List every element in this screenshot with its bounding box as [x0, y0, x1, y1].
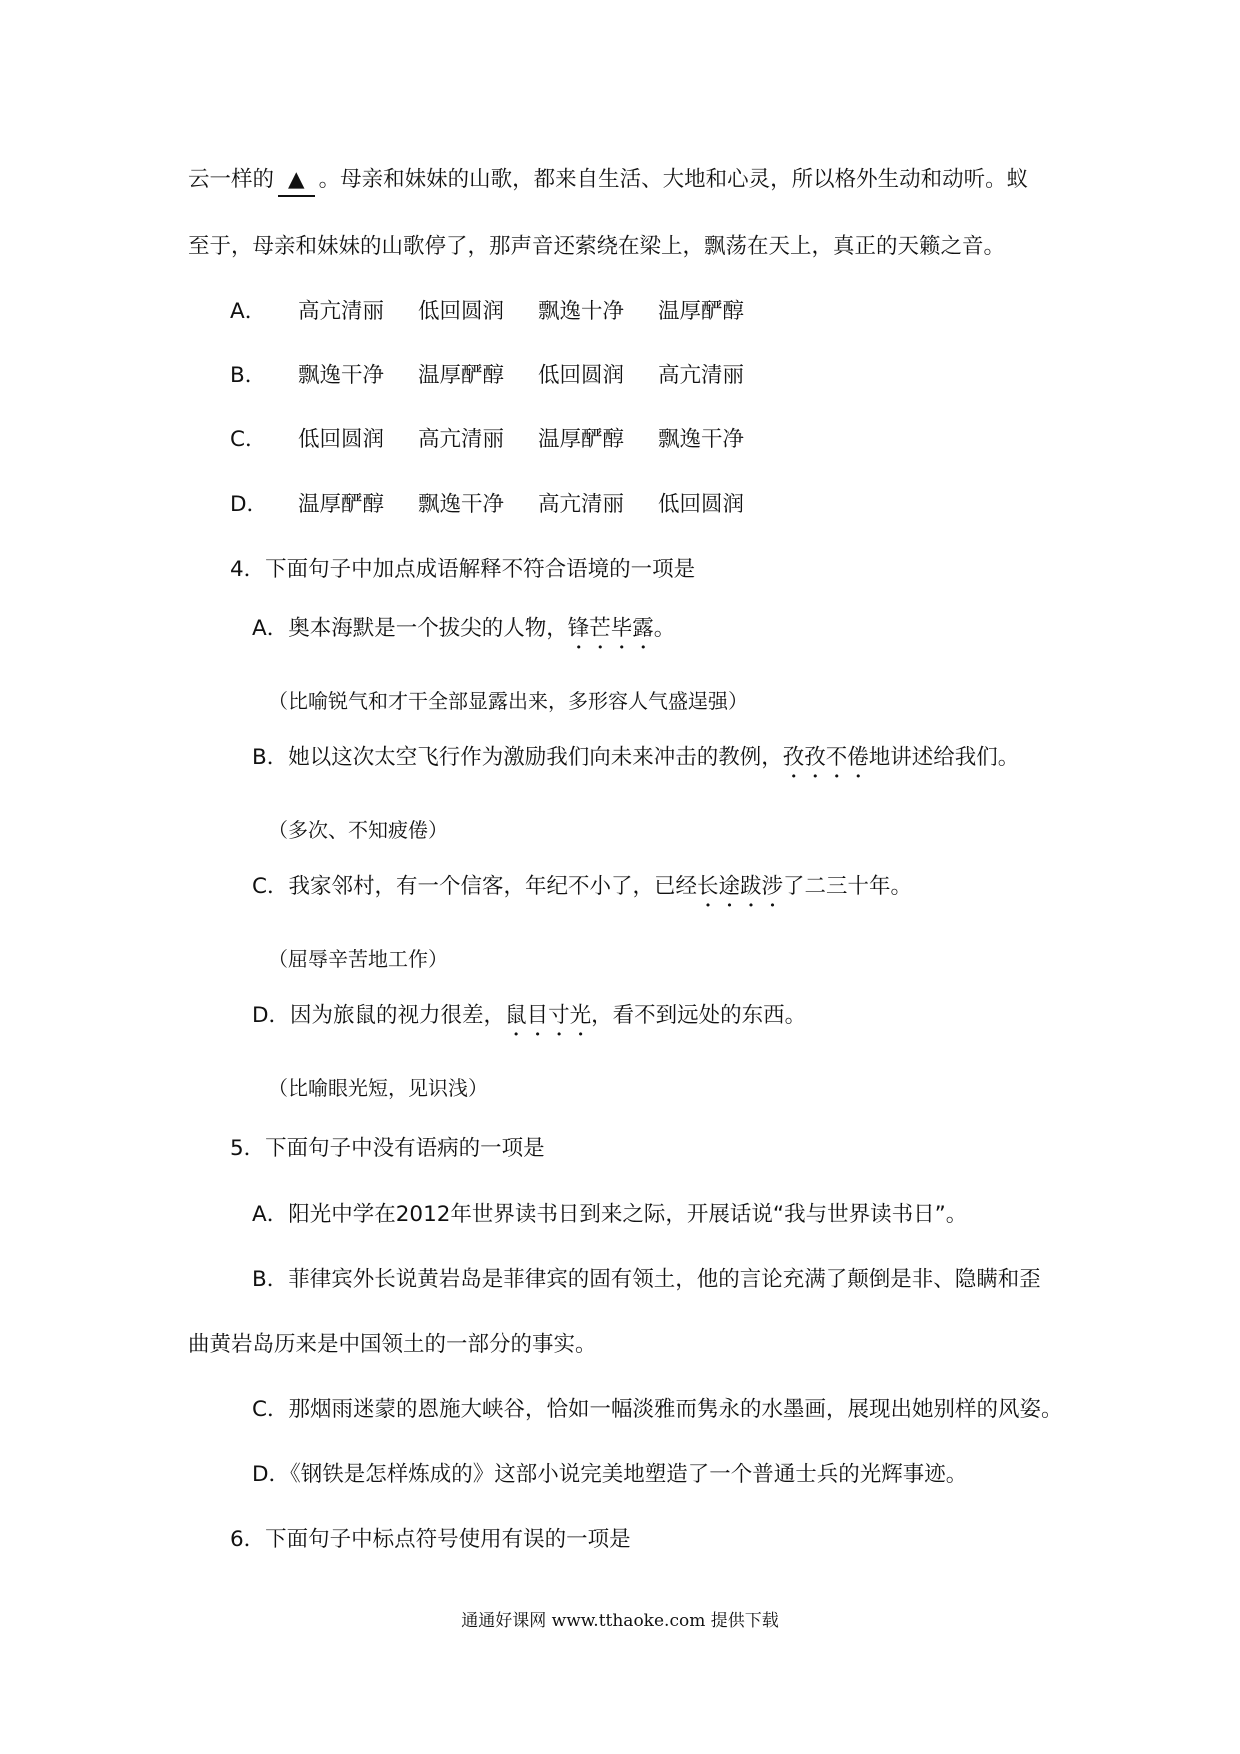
option-word: 飘逸干净 [298, 363, 385, 388]
option-letter: B． [230, 363, 267, 388]
option-word: 高亢清丽 [298, 299, 385, 324]
q3-option-b [230, 361, 744, 391]
page-footer: 通通好课网 www.tthaoke.com 提供下载 [461, 1611, 779, 1631]
option-text: ，看不到远处的东西。 [591, 1003, 807, 1028]
option-word: 飘逸十净 [538, 299, 625, 324]
option-word: 高亢清丽 [658, 363, 745, 388]
option-letter: D． [230, 492, 269, 517]
q4-stem: 4．下面句子中加点成语解释不符合语境的一项是 [230, 557, 696, 582]
option-word: 低回圆润 [298, 427, 385, 452]
option-word: 温厚酽醇 [658, 299, 745, 324]
q5-option-c: C．那烟雨迷蒙的恩施大峡谷，恰如一幅淡雅而隽永的水墨画，展现出她别样的风姿。 [252, 1397, 1063, 1422]
option-word: 低回圆润 [538, 363, 625, 388]
option-word: 飘逸干净 [418, 492, 505, 517]
dotted-idiom: 孜孜不倦 [782, 745, 869, 770]
option-word: 飘逸干净 [658, 427, 745, 452]
option-word: 低回圆润 [658, 492, 745, 517]
q4-option-c [252, 872, 912, 912]
blank-triangle-mark: ▲ [288, 167, 305, 192]
q5-option-b-line2: 曲黄岩岛历来是中国领土的一部分的事实。 [188, 1332, 597, 1357]
option-text: C．我家邻村，有一个信客，年纪不小了，已经 [252, 874, 698, 899]
dotted-idiom: 鼠目寸光 [505, 1003, 592, 1028]
option-letter: A． [230, 299, 267, 324]
option-text: D．因为旅鼠的视力很差， [252, 1003, 506, 1028]
q6-stem: 6．下面句子中标点符号使用有误的一项是 [230, 1527, 631, 1552]
dotted-idiom: 锋芒毕露 [567, 616, 654, 641]
option-text: 。 [653, 616, 676, 641]
q4-explain-d: （比喻眼光短，见识浅） [268, 1076, 488, 1100]
passage-text: 。母亲和妹妹的山歌，都来自生活、大地和心灵，所以格外生动和动听。蚁 [318, 167, 1029, 192]
option-text: B．她以这次太空飞行作为激励我们向未来冲击的教例， [252, 745, 783, 770]
passage-text: 云一样的 [188, 167, 275, 192]
answer-blank [278, 165, 315, 197]
q5-option-d: D．《钢铁是怎样炼成的》这部小说完美地塑造了一个普通士兵的光辉事迹。 [252, 1462, 968, 1487]
q4-explain-a: （比喻锐气和才干全部显露出来，多形容人气盛逞强） [268, 689, 748, 713]
passage-line-2: 至于，母亲和妹妹的山歌停了，那声音还萦绕在梁上，飘荡在天上，真正的天籁之音。 [188, 234, 1006, 259]
q5-option-b-line1: B．菲律宾外长说黄岩岛是菲律宾的固有领土，他的言论充满了颠倒是非、隐瞒和歪 [252, 1267, 1041, 1292]
option-word: 低回圆润 [418, 299, 505, 324]
option-text: 地讲述给我们。 [868, 745, 1020, 770]
q3-option-a [230, 297, 744, 327]
q5-stem: 5．下面句子中没有语病的一项是 [230, 1136, 545, 1161]
option-word: 高亢清丽 [418, 427, 505, 452]
q4-option-d [252, 1001, 806, 1041]
passage-line-1 [188, 165, 1028, 197]
q3-option-d [230, 490, 744, 520]
q3-option-c [230, 425, 744, 455]
option-letter: C． [230, 427, 267, 452]
option-text: A．奥本海默是一个拔尖的人物， [252, 616, 568, 641]
q5-option-a: A．阳光中学在2012年世界读书日到来之际，开展话说“我与世界读书日”。 [252, 1202, 968, 1227]
option-word: 温厚酽醇 [298, 492, 385, 517]
q4-option-b [252, 743, 1019, 783]
option-word: 高亢清丽 [538, 492, 625, 517]
dotted-idiom: 长途跋涉 [697, 874, 784, 899]
option-word: 温厚酽醇 [538, 427, 625, 452]
q4-explain-c: （屈辱辛苦地工作） [268, 947, 448, 971]
option-word: 温厚酽醇 [418, 363, 505, 388]
option-text: 了二三十年。 [783, 874, 913, 899]
q4-explain-b: （多次、不知疲倦） [268, 818, 448, 842]
q4-option-a [252, 614, 675, 654]
